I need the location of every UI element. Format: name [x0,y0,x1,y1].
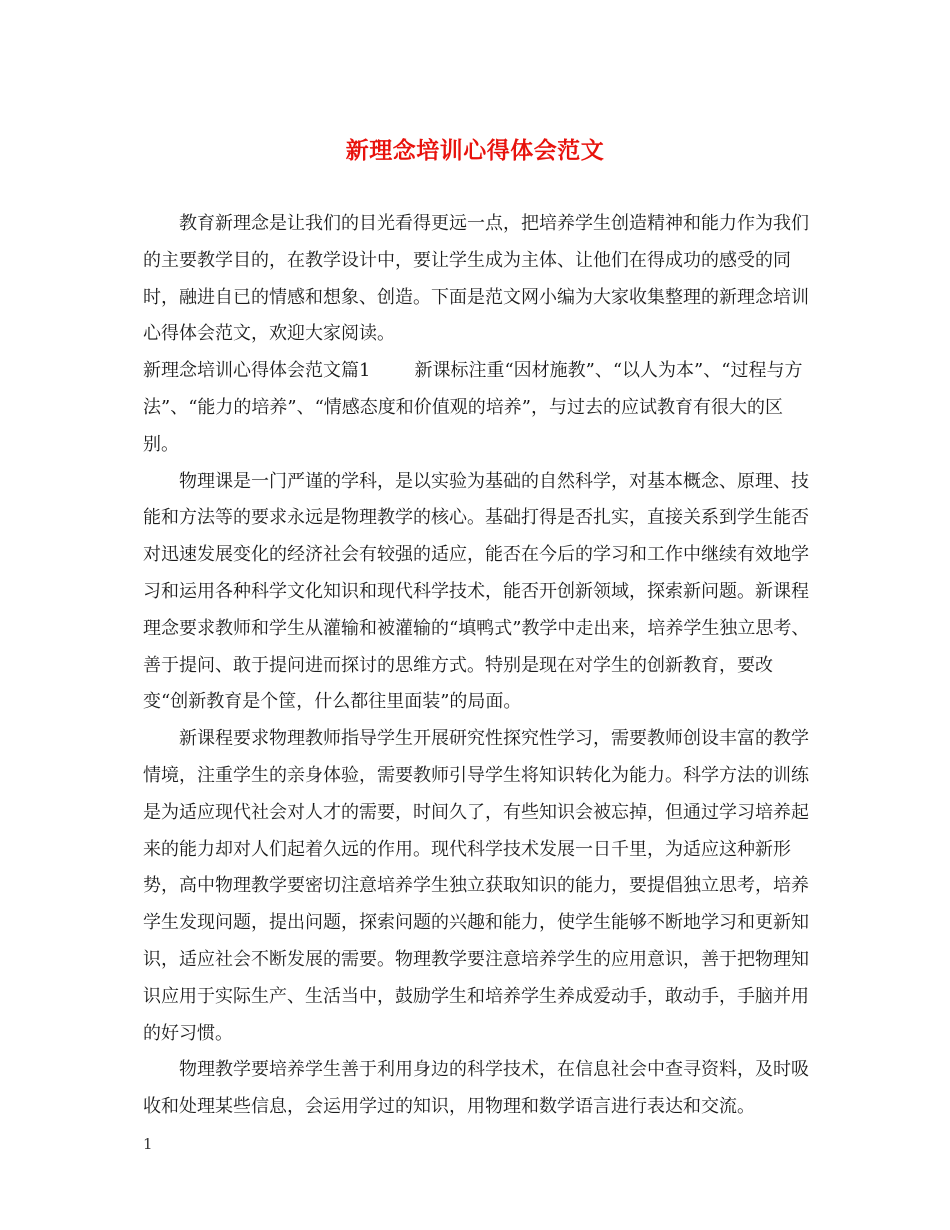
body-paragraph: 物理教学要培养学生善于利用身边的科学技术，在信息社会中查寻资料，及时吸收和处理某些信息，会运用学过的知识，用物理和数学语言进行表达和交流。 [143,1059,809,1118]
document-body [143,206,813,1126]
section-text: 新课标注重“因材施教”、“以人为本”、“过程与方法”、“能力的培养”、“情感态度和价值观的培养”，与过去的应试教育有很大的区别。 [143,360,803,455]
body-paragraph: 新课程要求物理教师指导学生开展研究性探究性学习，需要教师创设丰富的教学情境，注重学生的亲身体验，需要教师引导学生将知识转化为能力。科学方法的训练是为适应现代社会对人才的需要，时间久了，有些知识会被忘掉，但通过学习培养起来的能力却对人们起着久远的作用。现代科学技术发展一日千里，为适应这种新形势，高中物理教学要密切注意培养学生独立获取知识的能力，要提倡独立思考，培养学生发现问题，提出问题，探索问题的兴趣和能力，使学生能够不断地学习和更新知识，适应社会不断发展的需要。物理教学要注意培养学生的应用意识，善于把物理知识应用于实际生产、生活当中，鼓励学生和培养学生养成爱动手，敢动手，手脑并用的好习惯。 [143,728,809,1044]
section-label: 新理念培训心得体会范文篇1 [143,360,371,382]
page-number: 1 [143,1135,153,1153]
intro-paragraph: 教育新理念是让我们的目光看得更远一点，把培养学生创造精神和能力作为我们的主要教学目的，在教学设计中，要让学生成为主体、让他们在得成功的感受的同时，融进自已的情感和想象、创造。下面是范文网小编为大家收集整理的新理念培训心得体会范文，欢迎大家阅读。 [143,213,809,345]
document-title: 新理念培训心得体会范文 [345,137,605,164]
body-paragraph: 物理课是一门严谨的学科，是以实验为基础的自然科学，对基本概念、原理、技能和方法等的要求永远是物理教学的核心。基础打得是否扎实，直接关系到学生能否对迅速发展变化的经济社会有较强的适应，能否在今后的学习和工作中继续有效地学习和运用各种科学文化知识和现代科学技术，能否开创新领域，探索新问题。新课程理念要求教师和学生从灌输和被灌输的“填鸭式”教学中走出来，培养学生独立思考、善于提问、敢于提问进而探讨的思维方式。特别是现在对学生的创新教育，要改变“创新教育是个筐，什么都往里面装”的局面。 [143,470,810,713]
section-paragraph [143,353,813,463]
